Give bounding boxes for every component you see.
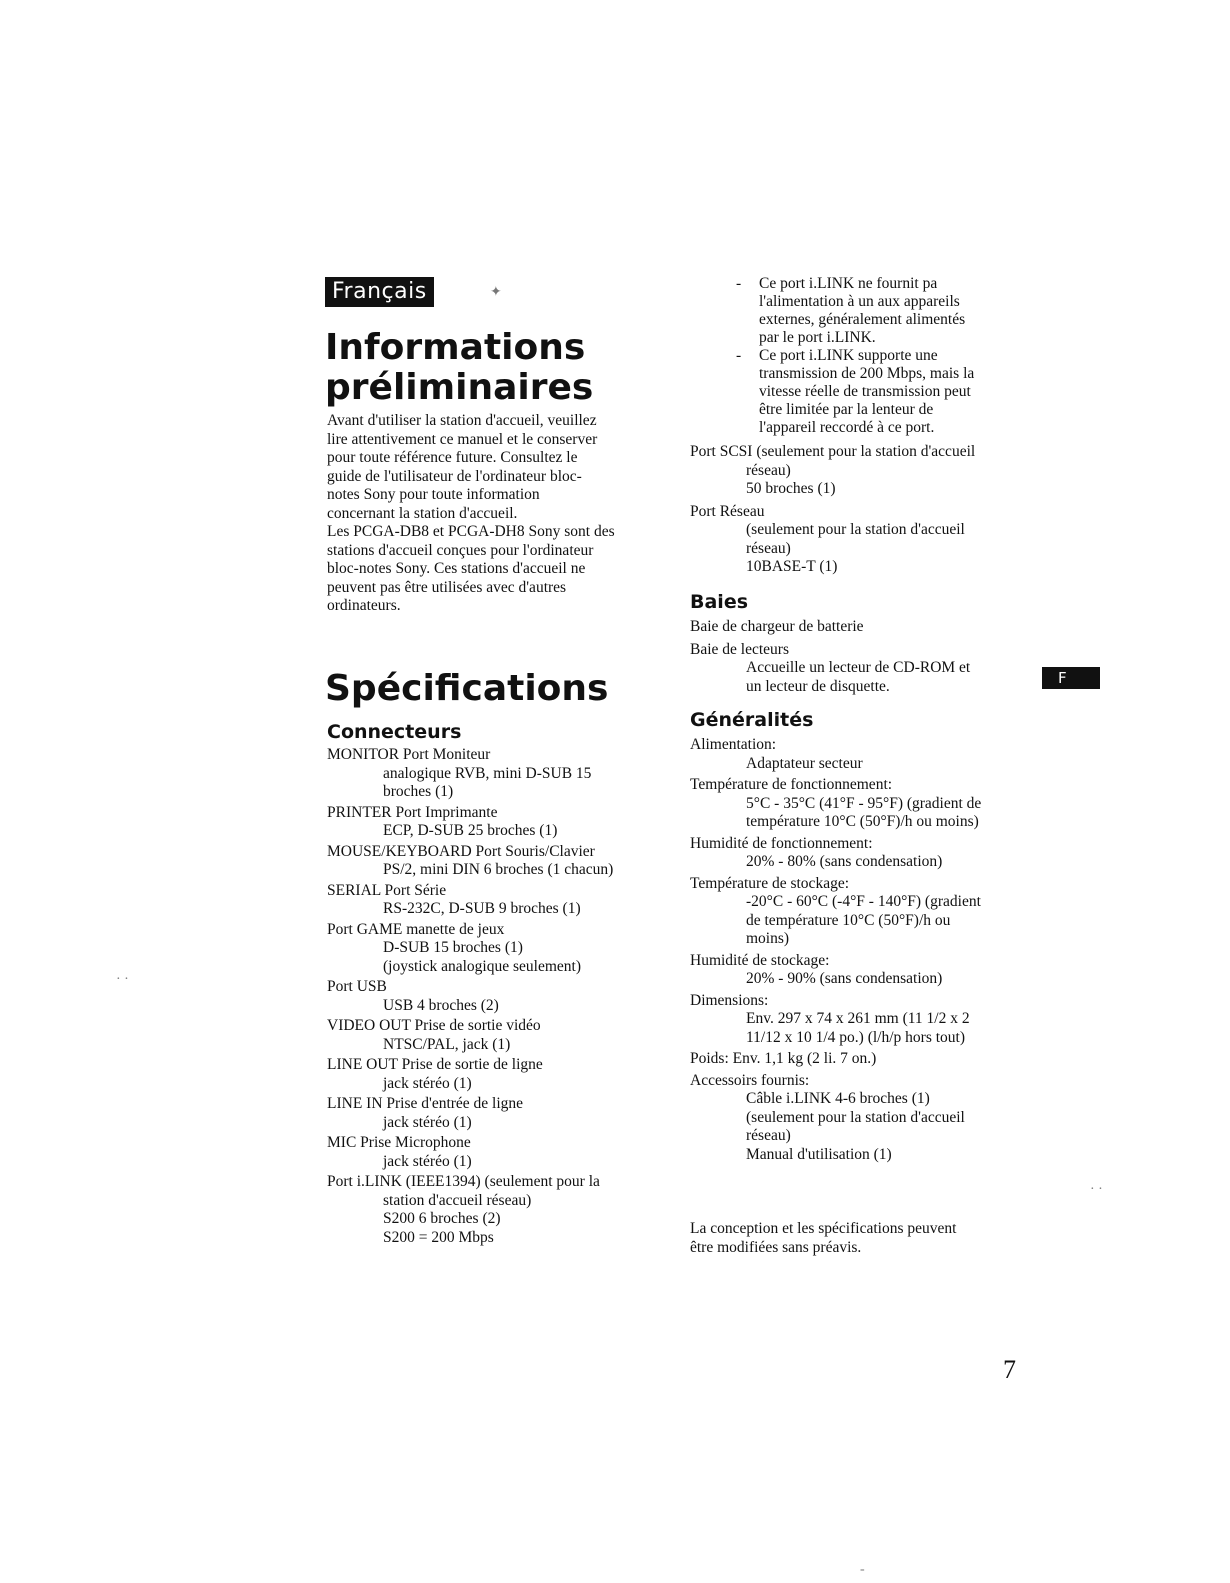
spec-entry-value: un lecteur de disquette. xyxy=(746,677,890,695)
spec-entry-value: S200 6 broches (2) xyxy=(383,1210,501,1227)
spec-entry xyxy=(327,1095,657,1132)
paragraph-line: Avant d'utiliser la station d'accueil, veuillez xyxy=(327,412,597,429)
ilink-note-text: par le port i.LINK. xyxy=(759,329,876,346)
spec-entry-value: réseau) xyxy=(746,539,791,557)
ilink-note-text: Ce port i.LINK ne fournit pa xyxy=(759,275,938,292)
ilink-note-text: être limitée par la lenteur de xyxy=(759,401,934,418)
spec-entry-head: PRINTER Port Imprimante xyxy=(327,803,498,821)
spec-entry-head: Poids: Env. 1,1 kg (2 li. 7 on.) xyxy=(690,1050,877,1067)
spec-entry xyxy=(690,503,1030,577)
spec-entry xyxy=(327,1134,657,1171)
spec-entry-head: Alimentation: xyxy=(690,736,777,753)
scan-mark: · · xyxy=(116,972,129,987)
spec-entry xyxy=(690,1072,1030,1165)
spec-entry-value: 20% - 90% (sans condensation) xyxy=(746,970,943,987)
spec-entry-value: Câble i.LINK 4-6 broches (1) xyxy=(746,1090,930,1107)
paragraph-line: notes Sony pour toute information xyxy=(327,486,540,503)
ilink-notes xyxy=(690,275,1030,437)
baies-heading: Baies xyxy=(690,591,749,613)
spec-entry-head: Port i.LINK (IEEE1394) (seulement pour la xyxy=(327,1173,600,1190)
spec-entry-value: 10BASE-T (1) xyxy=(746,558,838,575)
paragraph-line: ordinateurs. xyxy=(327,597,401,614)
ilink-note-text: l'appareil reccordé à ce port. xyxy=(759,419,935,436)
spec-entry-value: 50 broches (1) xyxy=(746,480,836,497)
spec-entry-head: Humidité de stockage: xyxy=(690,951,830,969)
spec-entry-value: Adaptateur secteur xyxy=(746,754,863,772)
ilink-note-line xyxy=(690,365,1030,383)
spec-entry xyxy=(327,978,657,1015)
spec-entry-head: Baie de chargeur de batterie xyxy=(690,618,864,635)
paragraph-line: lire attentivement ce manuel et le conserver xyxy=(327,430,598,448)
dash-bullet: - xyxy=(736,347,742,364)
spec-entry-value: 5°C - 35°C (41°F - 95°F) (gradient de xyxy=(746,794,982,812)
ilink-note-text: vitesse réelle de transmission peut xyxy=(759,383,971,400)
connecteurs-list xyxy=(327,746,657,1247)
note-section xyxy=(690,1220,1030,1257)
spec-entry xyxy=(690,641,1030,697)
spec-entry-value: (seulement pour la station d'accueil xyxy=(746,1108,965,1126)
info-title xyxy=(325,328,593,408)
spec-entry-value: jack stéréo (1) xyxy=(383,1074,472,1092)
generalites-section xyxy=(690,708,1030,1167)
spec-entry xyxy=(690,1050,1030,1069)
connecteurs-heading: Connecteurs xyxy=(327,721,462,743)
spec-entry-value: jack stéréo (1) xyxy=(383,1113,472,1131)
spec-entry xyxy=(327,882,657,919)
spec-entry-head: Port GAME manette de jeux xyxy=(327,920,505,938)
paragraph-line: peuvent pas être utilisées avec d'autres xyxy=(327,578,567,596)
spec-entry xyxy=(327,1173,657,1247)
paragraph-line: être modifiées sans préavis. xyxy=(690,1238,862,1256)
spec-entry-head: Dimensions: xyxy=(690,991,769,1009)
spec-entry-head: VIDEO OUT Prise de sortie vidéo xyxy=(327,1017,541,1034)
spec-entry xyxy=(690,736,1030,773)
spec-entry xyxy=(690,443,1030,499)
paragraph-line: stations d'accueil conçues pour l'ordinateur xyxy=(327,541,594,559)
page-number: 7 xyxy=(1003,1355,1016,1384)
ilink-note-text: Ce port i.LINK supporte une xyxy=(759,347,938,364)
generalites-heading: Généralités xyxy=(690,709,814,731)
spec-entry xyxy=(327,1017,657,1054)
ilink-note-text: l'alimentation à un aux appareils xyxy=(759,293,960,310)
ilink-note-line xyxy=(690,293,1030,311)
ports-suite-list xyxy=(690,443,1030,577)
section-tab-f: F xyxy=(1042,667,1100,689)
info-paragraph-1 xyxy=(327,412,657,523)
baies-list xyxy=(690,618,1030,696)
info-title-line-1: Informations xyxy=(325,327,586,368)
spec-entry-value: jack stéréo (1) xyxy=(383,1152,472,1170)
paragraph-line: pour toute référence future. Consultez le xyxy=(327,449,578,466)
spec-entry-value: 11/12 x 10 1/4 po.) (l/h/p hors tout) xyxy=(746,1028,965,1046)
spec-entry-value: analogique RVB, mini D-SUB 15 xyxy=(383,764,592,782)
spec-title: Spécifications xyxy=(325,668,609,709)
baies-section xyxy=(690,590,1030,700)
spec-entry xyxy=(327,804,657,841)
spec-note xyxy=(690,1220,1030,1257)
spec-entry-head: MIC Prise Microphone xyxy=(327,1134,471,1151)
spec-entry-value: 20% - 80% (sans condensation) xyxy=(746,853,943,870)
spec-entry-head: Température de fonctionnement: xyxy=(690,776,893,793)
paragraph-line: concernant la station d'accueil. xyxy=(327,504,518,522)
paragraph-line: Les PCGA-DB8 et PCGA-DH8 Sony sont des xyxy=(327,523,615,540)
spec-entry-value: station d'accueil réseau) xyxy=(383,1191,532,1209)
spec-entry-value: moins) xyxy=(746,930,790,947)
ilink-note-text: transmission de 200 Mbps, mais la xyxy=(759,365,975,382)
spec-entry-value: température 10°C (50°F)/h ou moins) xyxy=(746,813,979,830)
spec-entry-head: Humidité de fonctionnement: xyxy=(690,834,873,852)
spec-entry xyxy=(327,746,657,802)
paragraph-line: La conception et les spécifications peuvent xyxy=(690,1220,957,1237)
spec-entry-head: LINE OUT Prise de sortie de ligne xyxy=(327,1056,543,1073)
spec-entry xyxy=(327,843,657,880)
spec-entry-value: -20°C - 60°C (-4°F - 140°F) (gradient xyxy=(746,893,981,910)
ilink-note-line xyxy=(690,329,1030,347)
spec-entry-value: Env. 297 x 74 x 261 mm (11 1/2 x 2 xyxy=(746,1010,970,1027)
spec-entry-value: Manual d'utilisation (1) xyxy=(746,1145,892,1163)
paragraph-line: guide de l'utilisateur de l'ordinateur bloc- xyxy=(327,467,582,485)
spec-entry xyxy=(690,952,1030,989)
spec-entry-head: MOUSE/KEYBOARD Port Souris/Clavier xyxy=(327,842,595,860)
spec-entry-value: réseau) xyxy=(746,1127,791,1144)
connecteurs-section xyxy=(327,720,657,1249)
spec-entry-value: NTSC/PAL, jack (1) xyxy=(383,1035,511,1053)
dash-bullet: - xyxy=(736,275,742,292)
spec-entry-value: broches (1) xyxy=(383,783,454,800)
spec-entry xyxy=(327,1056,657,1093)
spec-entry-value: de température 10°C (50°F)/h ou xyxy=(746,911,951,929)
spec-entry xyxy=(690,992,1030,1048)
spec-entry xyxy=(690,875,1030,949)
spec-entry xyxy=(690,618,1030,637)
spec-entry-head: Accessoirs fournis: xyxy=(690,1071,810,1089)
spec-entry-value: (joystick analogique seulement) xyxy=(383,957,581,975)
ilink-note-line xyxy=(690,347,1030,365)
ilink-note-line xyxy=(690,383,1030,401)
language-badge: Français xyxy=(325,277,434,307)
right-column-top xyxy=(690,275,1030,581)
info-paragraph-2 xyxy=(327,523,657,616)
spec-entry-head: Port USB xyxy=(327,978,387,995)
spec-entry-value: RS-232C, D-SUB 9 broches (1) xyxy=(383,900,581,917)
spec-entry-value: réseau) xyxy=(746,461,791,479)
paragraph-line: bloc-notes Sony. Ces stations d'accueil ne xyxy=(327,560,586,577)
spec-entry-head: Port Réseau xyxy=(690,502,765,520)
ilink-note-line xyxy=(690,401,1030,419)
ilink-note-text: externes, généralement alimentés xyxy=(759,311,966,328)
spec-entry xyxy=(327,921,657,977)
spec-entry-value: USB 4 broches (2) xyxy=(383,996,499,1014)
ilink-note-line xyxy=(690,311,1030,329)
spec-entry-head: MONITOR Port Moniteur xyxy=(327,746,491,763)
spec-entry-head: SERIAL Port Série xyxy=(327,881,447,899)
spec-entry-head: Baie de lecteurs xyxy=(690,640,789,658)
generalites-list xyxy=(690,736,1030,1164)
spec-entry-head: LINE IN Prise d'entrée de ligne xyxy=(327,1095,524,1112)
spec-entry-head: Port SCSI (seulement pour la station d'accueil xyxy=(690,443,976,460)
ilink-note-line xyxy=(690,275,1030,293)
ilink-note-line xyxy=(690,419,1030,437)
spec-entry-value: ECP, D-SUB 25 broches (1) xyxy=(383,822,558,839)
info-body xyxy=(327,412,657,616)
info-title-line-2: préliminaires xyxy=(325,367,594,408)
scan-mark: ✦ xyxy=(490,285,502,300)
spec-entry-value: D-SUB 15 broches (1) xyxy=(383,939,523,956)
spec-entry-value: Accueille un lecteur de CD-ROM et xyxy=(746,659,971,676)
spec-entry xyxy=(690,776,1030,832)
scan-mark: · · xyxy=(1090,1182,1103,1197)
spec-entry-value: (seulement pour la station d'accueil xyxy=(746,521,965,538)
spec-entry-head: Température de stockage: xyxy=(690,874,850,892)
scan-mark: - xyxy=(860,1562,865,1577)
spec-entry xyxy=(690,835,1030,872)
spec-entry-value: S200 = 200 Mbps xyxy=(383,1228,494,1246)
spec-entry-value: PS/2, mini DIN 6 broches (1 chacun) xyxy=(383,861,614,878)
